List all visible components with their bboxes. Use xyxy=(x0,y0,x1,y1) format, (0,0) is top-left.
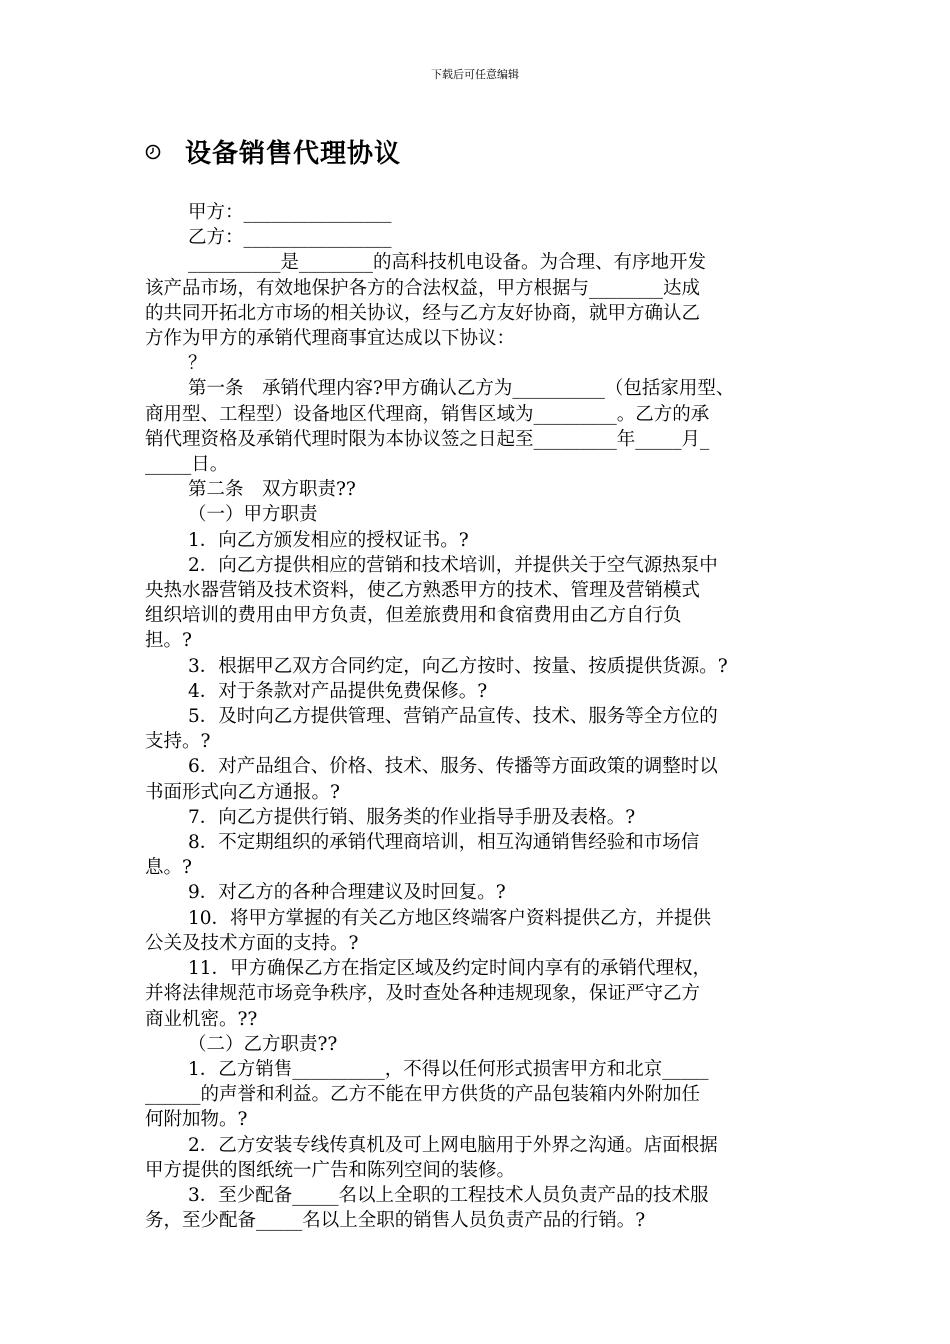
clause-line: 3．至少配备_____名以上全职的工程技术人员负责产品的技术服 xyxy=(188,1184,709,1206)
intro-line: __________是________的高科技机电设备。为合理、有序地开发 xyxy=(188,252,707,274)
clause-line: ______的声誉和利益。乙方不能在甲方供货的产品包装箱内外附加任 xyxy=(145,1084,701,1106)
title-row xyxy=(145,133,401,170)
clause-line: 并将法律规范市场竞争秩序，及时查处各种违规现象，保证严守乙方 xyxy=(145,983,701,1005)
party-a-line: 甲方：________________ xyxy=(188,202,392,223)
clause-line: 9．对乙方的各种合理建议及时回复。? xyxy=(188,882,506,904)
download-note: 下载后可任意编辑 xyxy=(431,68,519,81)
clause-line: 书面形式向乙方通报。? xyxy=(145,781,340,803)
article-1-line: _____日。 xyxy=(145,454,229,476)
clause-line: 息。? xyxy=(145,857,192,879)
clause-line: 2．向乙方提供相应的营销和技术培训，并提供关于空气源热泵中 xyxy=(188,554,718,576)
section-a-heading: （一）甲方职责 xyxy=(188,504,318,526)
clause-line: 组织培训的费用由甲方负责，但差旅费用和食宿费用由乙方自行负 xyxy=(145,605,682,627)
clock-icon xyxy=(145,144,161,160)
intro-line: 的共同开拓北方市场的相关协议，经与乙方友好协商，就甲方确认乙 xyxy=(145,302,701,324)
clause-line: 6．对产品组合、价格、技术、服务、传播等方面政策的调整时以 xyxy=(188,756,718,778)
clause-line: 何附加物。? xyxy=(145,1109,248,1131)
clause-line: 担。? xyxy=(145,630,192,652)
clause-line: 甲方提供的图纸统一广告和陈列空间的装修。 xyxy=(145,1159,516,1181)
clause-line: 4．对于条款对产品提供免费保修。? xyxy=(188,680,488,702)
intro-line: 方作为甲方的承销代理商事宜达成以下协议： xyxy=(145,328,516,350)
placeholder-line: ？ xyxy=(188,353,207,375)
clause-line: 务，至少配备_____名以上全职的销售人员负责产品的行销。? xyxy=(145,1210,646,1232)
intro-line: 该产品市场，有效地保护各方的合法权益，甲方根据与________达成 xyxy=(145,277,701,299)
document-title: 设备销售代理协议 xyxy=(185,139,402,169)
document-body xyxy=(145,200,810,1233)
clause-line: 10．将甲方掌握的有关乙方地区终端客户资料提供乙方，并提供 xyxy=(188,907,712,929)
clause-line: 商业机密。?? xyxy=(145,1008,258,1030)
clause-line: 3．根据甲乙双方合同约定，向乙方按时、按量、按质提供货源。? xyxy=(188,655,728,677)
clause-line: 5．及时向乙方提供管理、营销产品宣传、技术、服务等全方位的 xyxy=(188,706,718,728)
clause-line: 1．乙方销售__________，不得以任何形式损害甲方和北京_____ xyxy=(188,1058,709,1080)
clause-line: 11．甲方确保乙方在指定区域及约定时间内享有的承销代理权， xyxy=(188,958,712,980)
article-1-line: 销代理资格及承销代理时限为本协议签之日起至_________年_____月_ xyxy=(145,428,710,450)
article-1-line: 第一条 承销代理内容?甲方确认乙方为__________（包括家用型、 xyxy=(188,378,735,400)
clause-line: 8．不定期组织的承销代理商培训，相互沟通销售经验和市场信 xyxy=(188,832,700,854)
section-b-heading: （二）乙方职责?? xyxy=(188,1033,338,1055)
clause-line: 1．向乙方颁发相应的授权证书。? xyxy=(188,529,469,551)
clause-line: 2．乙方安装专线传真机及可上网电脑用于外界之沟通。店面根据 xyxy=(188,1134,718,1156)
article-1-line: 商用型、工程型）设备地区代理商，销售区域为_________。乙方的承 xyxy=(145,403,710,425)
clause-line: 7．向乙方提供行销、服务类的作业指导手册及表格。? xyxy=(188,806,636,828)
clause-line: 公关及技术方面的支持。? xyxy=(145,932,359,954)
article-2-heading: 第二条 双方职责?? xyxy=(188,479,356,501)
clause-line: 支持。? xyxy=(145,731,211,753)
party-b-line: 乙方：________________ xyxy=(188,227,392,249)
clause-line: 央热水器营销及技术资料，使乙方熟悉甲方的技术、管理及营销模式 xyxy=(145,580,701,602)
